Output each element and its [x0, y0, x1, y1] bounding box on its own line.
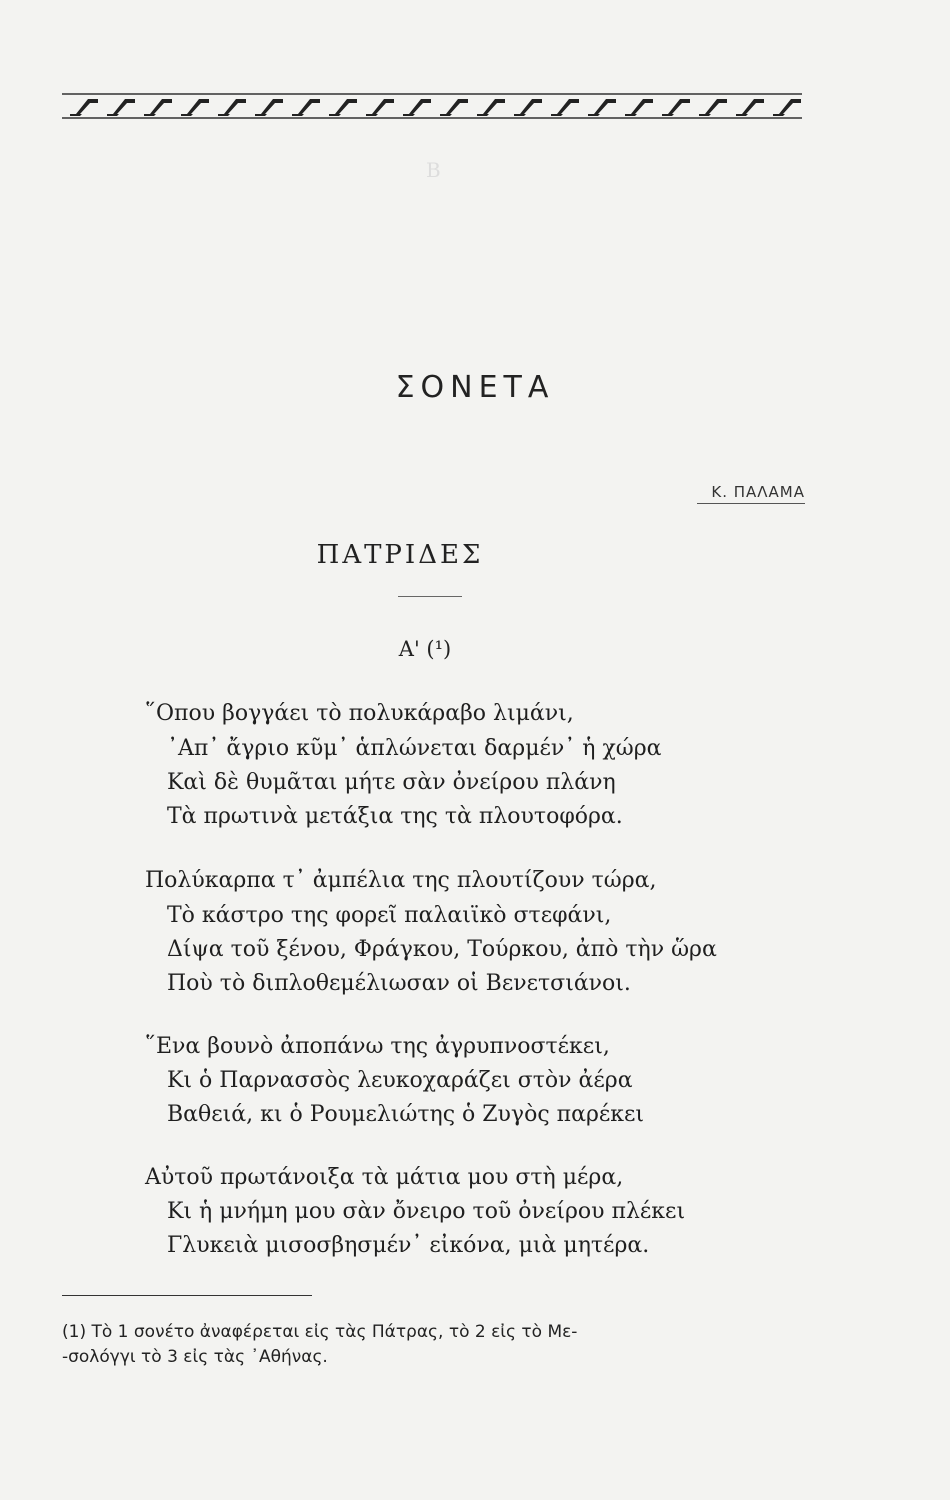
poem-line: ᾿Απ᾿ ἄγριο κῦμ᾿ ἁπλώνεται δαρμέν᾿ ἡ χώρα [167, 736, 662, 761]
ornament-mark [736, 99, 764, 116]
ornament-mark [144, 99, 172, 116]
poem-line: ῞Οπου βογγάει τὸ πολυκάραβο λιμάνι, [145, 701, 574, 726]
ornament-marks [70, 99, 801, 116]
poem-line: Ποὺ τὸ διπλοθεμέλιωσαν οἱ Βενετσιάνοι. [167, 971, 631, 996]
author-name: Κ. ΠΑΛΑΜΑ [711, 483, 805, 501]
poem-line: Κι ἡ μνήμη μου σὰν ὄνειρο τοῦ ὀνείρου πλέκει [167, 1199, 686, 1224]
ornament-mark [440, 99, 468, 116]
poem-line: Πολύκαρπα τ᾿ ἀμπέλια της πλουτίζουν τώρα, [145, 868, 657, 893]
ornament-mark [70, 99, 98, 116]
poem-title: ΠΑΤΡΙΔΕΣ [316, 540, 484, 570]
poem-line: Βαθειά, κι ὁ Ρουμελιώτης ὁ Ζυγὸς παρέκει [167, 1102, 645, 1127]
ornament-mark [514, 99, 542, 116]
poem-line: Καὶ δὲ θυμᾶται μήτε σὰν ὀνείρου πλάνη [167, 770, 616, 795]
ornament-mark [625, 99, 653, 116]
poem-line: Δίψα τοῦ ξένου, Φράγκου, Τούρκου, ἀπὸ τὴν ὥρα [167, 937, 717, 962]
ornament-mark [588, 99, 616, 116]
footnote [62, 1320, 802, 1370]
sonnet-number: Α' (¹) [398, 637, 452, 661]
ornament-mark [218, 99, 246, 116]
ornament-mark [773, 99, 801, 116]
poem-line: Γλυκειὰ μισοσβησμέν᾿ εἰκόνα, μιὰ μητέρα. [167, 1233, 650, 1258]
ornament-mark [699, 99, 727, 116]
footnote-rule [62, 1295, 312, 1296]
ornament-mark [403, 99, 431, 116]
poem-line: Τὰ πρωτινὰ μετάξια της τὰ πλουτοφόρα. [167, 804, 623, 829]
ornament-mark [551, 99, 579, 116]
ornament-mark [662, 99, 690, 116]
author-underline [697, 503, 805, 504]
ornament-mark [366, 99, 394, 116]
poem-line: ῞Ενα βουνὸ ἀποπάνω της ἀγρυπνοστέκει, [145, 1034, 610, 1059]
footnote-line: (1) Τὸ 1 σονέτο ἀναφέρεται εἰς τὰς Πάτρας, τὸ 2 εἰς τὸ Με- [62, 1322, 578, 1342]
meander-border-ornament [62, 92, 802, 120]
poem-line: Τὸ κάστρο της φορεῖ παλαιϊκὸ στεφάνι, [167, 903, 612, 928]
footnote-line: -σολόγγι τὸ 3 εἰς τὰς ᾿Αθήνας. [62, 1347, 328, 1367]
ornament-mark [477, 99, 505, 116]
title-divider [398, 596, 462, 597]
bleed-through-letter: Β [426, 158, 441, 182]
section-title: ΣΟΝΕΤΑ [395, 370, 555, 405]
ornament-mark [329, 99, 357, 116]
ornament-mark [107, 99, 135, 116]
ornament-mark [292, 99, 320, 116]
ornament-mark [255, 99, 283, 116]
poem-line: Κι ὁ Παρνασσὸς λευκοχαράζει στὸν ἀέρα [167, 1068, 633, 1093]
poem-line: Αὐτοῦ πρωτάνοιξα τὰ μάτια μου στὴ μέρα, [145, 1165, 624, 1190]
ornament-mark [181, 99, 209, 116]
